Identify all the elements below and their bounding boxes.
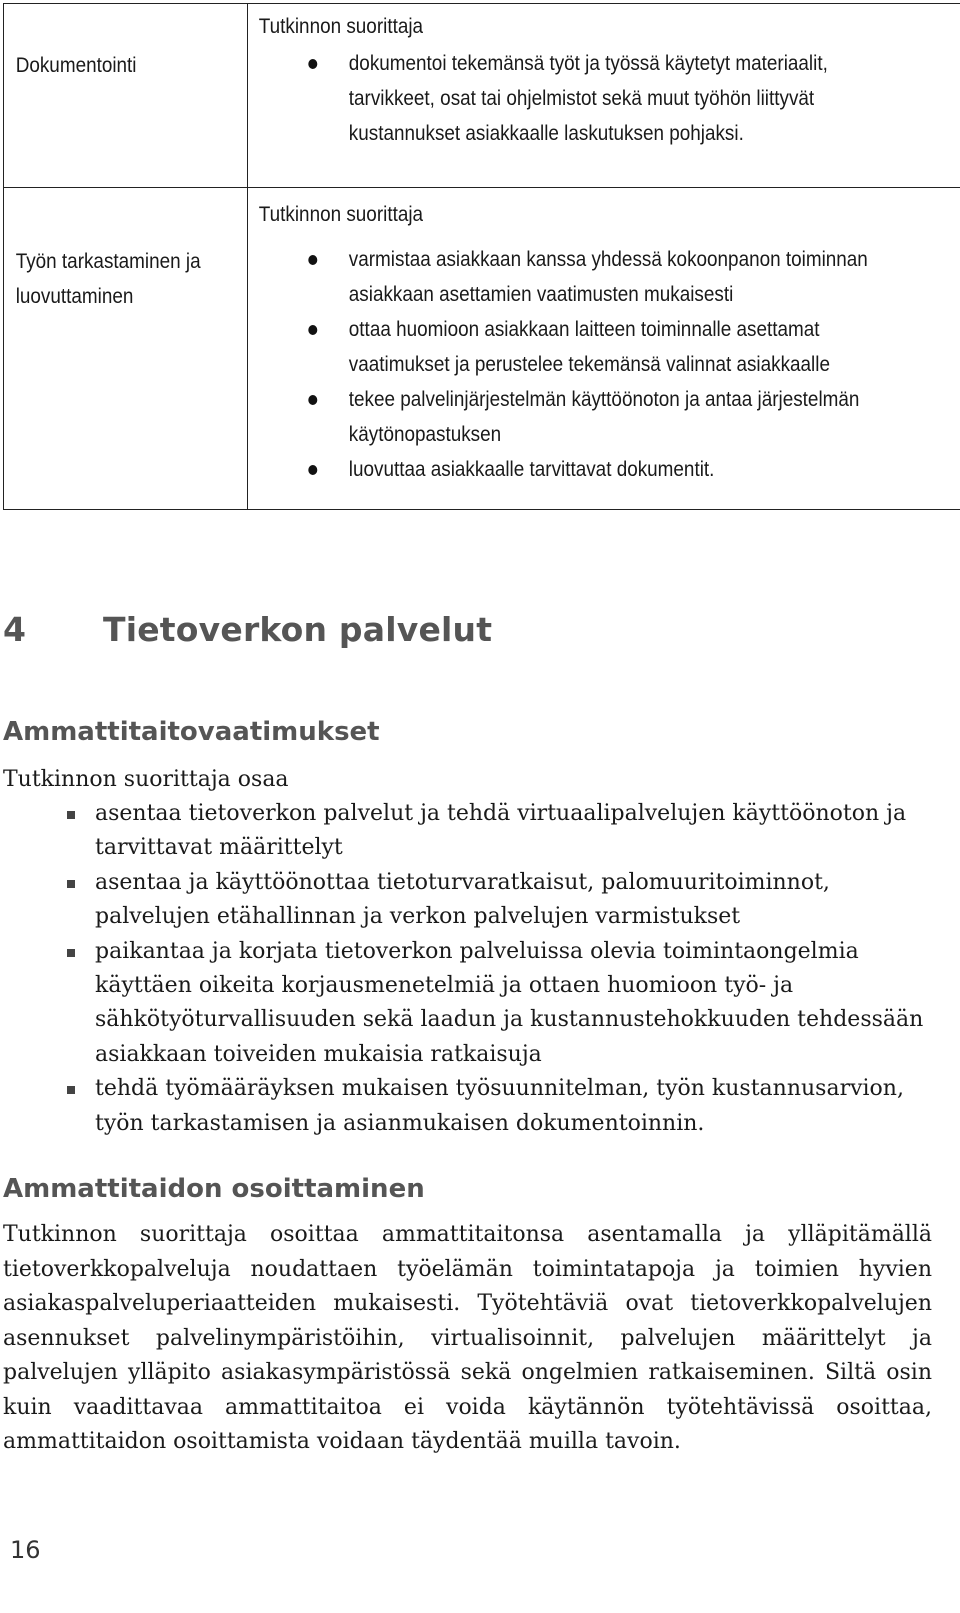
- bullet-list: [259, 242, 907, 487]
- table-row: [4, 188, 960, 510]
- list-item: tekee palvelinjärjestelmän käyttöönoton ja antaa järjestelmän käytönopastuksen: [259, 382, 907, 452]
- list-item: ottaa huomioon asiakkaan laitteen toiminnalle asettamat vaatimukset ja perustelee tekemänsä valinnat asiakkaalle: [259, 312, 907, 382]
- description-cell: [248, 188, 960, 510]
- criterion-cell: [4, 188, 248, 510]
- requirements-heading: Ammattitaitovaatimukset: [3, 717, 380, 747]
- requirements-list: [3, 797, 928, 1141]
- chapter-number: 4: [3, 610, 27, 649]
- list-item: [3, 866, 928, 935]
- chapter-title: [3, 610, 492, 649]
- requirements-intro: Tutkinnon suorittaja osaa: [3, 767, 289, 792]
- square-bullet-icon: [67, 1086, 75, 1094]
- row-heading: Tutkinnon suorittaja: [258, 203, 424, 226]
- list-item: [3, 1072, 928, 1141]
- demonstration-paragraph: Tutkinnon suorittaja osoittaa ammattitaitonsa asentamalla ja ylläpitämällä tietoverkkopalveluja noudattaen työelämän toimintatapoja ja toimien hyvien asiakaspalveluperiaatteiden mukaisesti. Työtehtäviä ovat tietoverkkopalvelujen asennukset palvelinympäristöihin, virtualisoinnit, palvelujen määrittelyt ja palvelujen ylläpito asiakasympäristössä sekä ongelmien ratkaiseminen. Siltä osin kuin vaadittavaa ammattitaitoa ei voida käytännön työtehtävissä osoittaa, ammattitaidon osoittamista voidaan täydentää muilla tavoin.: [3, 1222, 932, 1454]
- bullet-list: [259, 46, 907, 151]
- table-row: [4, 4, 960, 188]
- criteria-table: [3, 3, 960, 510]
- page-number: 16: [10, 1536, 41, 1564]
- row-heading: Tutkinnon suorittaja: [258, 15, 424, 38]
- list-item: varmistaa asiakkaan kanssa yhdessä kokoonpanon toiminnan asiakkaan asettamien vaatimusten mukaisesti: [259, 242, 907, 312]
- criterion-label: Dokumentointi: [15, 54, 137, 77]
- list-item: [3, 797, 928, 866]
- square-bullet-icon: [67, 880, 75, 888]
- square-bullet-icon: [67, 811, 75, 819]
- chapter-title-text: Tietoverkon palvelut: [103, 610, 493, 649]
- description-cell: [248, 4, 960, 188]
- criterion-cell: [4, 4, 248, 188]
- list-item-text: asentaa tietoverkon palvelut ja tehdä virtuaalipalvelujen käyttöönoton ja tarvittavat määrittelyt: [95, 801, 907, 861]
- list-item: luovuttaa asiakkaalle tarvittavat dokumentit.: [259, 452, 907, 487]
- list-item-text: asentaa ja käyttöönottaa tietoturvaratkaisut, palomuuritoiminnot, palvelujen etähallinnan ja verkon palvelujen varmistukset: [95, 869, 830, 930]
- list-item: [3, 935, 928, 1073]
- list-item-text: tehdä työmääräyksen mukaisen työsuunnitelman, työn kustannusarvion, työn tarkastamisen ja asianmukaisen dokumentoinnin.: [95, 1076, 904, 1136]
- list-item-text: paikantaa ja korjata tietoverkon palveluissa olevia toimintaongelmia käyttäen oikeita korjausmenetelmiä ja ottaen huomioon työ- ja sähkötyöturvallisuuden sekä laadun ja kustannustehokkuuden tehdessään asiakkaan toiveiden mukaisia ratkaisuja: [95, 938, 924, 1067]
- criterion-label: Työn tarkastaminen ja luovuttaminen: [15, 250, 201, 308]
- demonstration-heading: Ammattitaidon osoittaminen: [3, 1174, 425, 1204]
- list-item: dokumentoi tekemänsä työt ja työssä käytetyt materiaalit, tarvikkeet, osat tai ohjelmistot sekä muut työhön liittyvät kustannukset asiakkaalle laskutuksen pohjaksi.: [259, 46, 907, 151]
- square-bullet-icon: [67, 949, 75, 957]
